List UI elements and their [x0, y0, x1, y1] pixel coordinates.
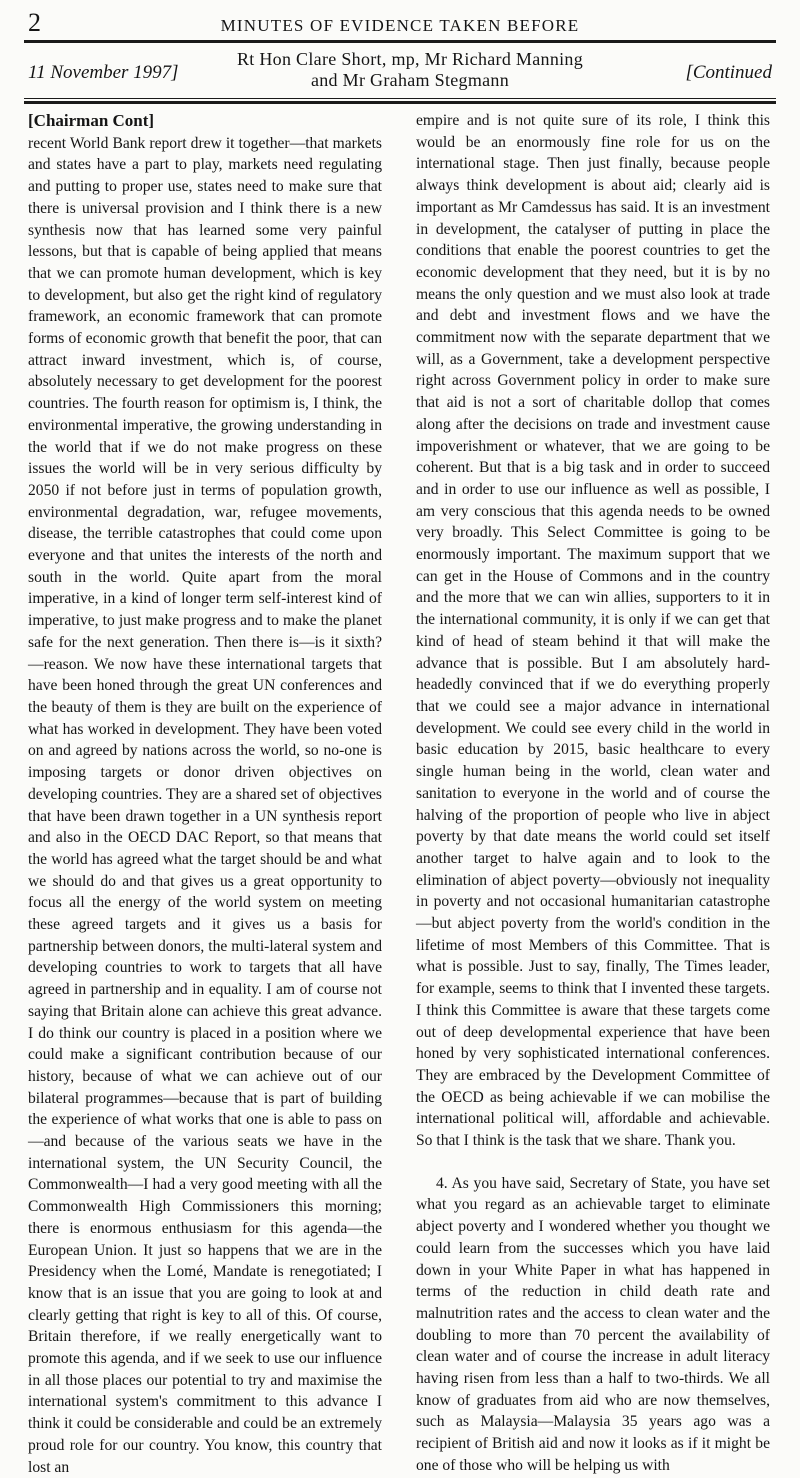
witnesses-line-1: Rt Hon Clare Short, mp, Mr Richard Manning — [236, 49, 584, 69]
running-head — [28, 8, 772, 38]
header-rule-bottom — [24, 101, 776, 104]
right-column-text: empire and is not quite sure of its role, I think this would be an enormously fine role for us on the international stage. Then just finally, because people always think development is about aid; clearly aid is important as Mr Camdessus has said. It is an investment in development, the catalyser of putting in place the conditions that enable the poorest countries to get the economic development that they need, but it is by no means the only question and we must also look at trade and debt and investment flows and we have the commitment now with the separate department that we will, as a Government, take a development perspective right across Government policy in order to make sure that aid is not a sort of charitable dollop that comes along after the decisions on trade and investment cause impoverishment or whatever, that we are going to be coherent. But that is a big task and in order to succeed and in order to use our influence as well as possible, I am very conscious that this agenda needs to be owned very broadly. This Select Committee is going to be enormously important. The maximum support that we can get in the House of Commons and in the country and the more that we can win allies, supporters to it in the international community, it is only if we can get that kind of head of steam behind it that will make the advance that is possible. But I am absolutely hard-headedly convinced that if we do everything properly that we could see a major advance in international development. We could see every child in the world in basic education by 2015, basic healthcare to every single human being in the world, clean water and sanitation to everyone in the world and of course the halving of the proportion of people who live in abject poverty by that date means the world could set itself another target to halve again and to look to the elimination of abject poverty—obviously not inequality in poverty and not occasional humanitarian catastrophe—but abject poverty from the world's condition in the lifetime of most Members of this Committee. That is what is possible. Just to say, finally, The Times leader, for example, seems to think that I invented these targets. I think this Committee is aware that these targets come out of deep developmental experience that have been honed by very sophisticated international conferences. They are embraced by the Development Committee of the OECD as being achievable if we can mobilise the international political will, affordable and achievable. So that I think is the task that we share. Thank you. — [416, 112, 770, 1150]
left-column — [28, 110, 382, 1478]
question-4: 4. As you have said, Secretary of State, you have set what you regard as an achievable target to eliminate abject poverty and I wondered whether you thought we could learn from the successes which you have laid down in your White Paper in what has happened in terms of the reduction in child death rate and malnutrition rates and the access to clean water and the doubling to more than 70 percent the availability of clean water and of course the increase in adult literacy having risen from less than a half to two-thirds. We all know of graduates from aid who are now themselves, such as Malaysia—Malaysia 35 years ago was a recipient of British aid and now it looks as if it might be one of those who will be helping us with — [416, 1174, 770, 1474]
left-column-text: recent World Bank report drew it together—that markets and states have a part to play, markets need regulating and putting to proper use, states need to make sure that there is universal provision and I think there is a new synthesis now that has learned some very painful lessons, but that is capable of being applied that means that we can promote human development, which is key to development, but also get the right kind of regulatory framework, an economic framework that can promote forms of economic growth that benefit the poor, that can attract inward investment, which is, of course, absolutely necessary to get development for the poorest countries. The fourth reason for optimism is, I think, the environmental imperative, the growing understanding in the world that if we do not make progress on these issues the world will be in very serious difficulty by 2050 if not before just in terms of population growth, environmental degradation, war, refugee movements, disease, the terrible catastrophes that could come upon everyone and that unites the interests of the north and south in the world. Quite apart from the moral imperative, in a kind of longer term self-interest kind of imperative, to just make progress and to make the planet safe for the next generation. Then there is—is it sixth?—reason. We now have these international targets that have been honed through the great UN conferences and the beauty of them is they are built on the experience of what has worked in development. They have been voted on and agreed by nations across the world, so no-one is imposing targets or donor driven objectives on developing countries. They are a shared set of objectives that have been drawn together in a UN synthesis report and also in the OECD DAC Report, so that means that the world has agreed what the target should be and what we should do and that gives us a great opportunity to focus all the energy of the world system on meeting these agreed targets and it gives us a basis for partnership between donors, the multi-lateral system and developing countries to work to targets that all have agreed in partnership and in equality. I am of course not saying that Britain alone can achieve this great advance. I do think our country is placed in a position where we could make a significant contribution because of our history, because of what we can achieve out of our bilateral programmes—because that is part of building the experience of what works that one is able to pass on—and because of the various seats we have in the international system, the UN Security Council, the Commonwealth—I had a very good meeting with all the Commonwealth High Commissioners this morning; there is enormous enthusiasm for this agenda—the European Union. It just so happens that we are in the Presidency when the Lomé, Mandate is renegotiated; I know that is an issue that you are going to look at and clearly getting that right is key to all of this. Of course, Britain therefore, if we really energetically want to promote this agenda, and if we seek to use our influence in all those places our potential to try and maximise the international system's commitment to this advance I think it could be considerable and could be an extremely proud role for our country. You know, this country that lost an — [28, 134, 382, 1476]
session-date: 11 November 1997] — [28, 62, 179, 83]
header-rule-mid — [24, 98, 776, 99]
right-column — [416, 110, 770, 1477]
page-number: 2 — [28, 8, 41, 37]
running-title: MINUTES OF EVIDENCE TAKEN BEFORE — [220, 16, 580, 35]
speaker-label: [Chairman Cont] — [28, 111, 155, 130]
meta-row — [28, 47, 772, 95]
header-rule-top — [24, 40, 776, 43]
witnesses — [198, 49, 622, 91]
continued-marker: [Continued — [685, 62, 772, 83]
witnesses-line-2: and Mr Graham Stegmann — [310, 70, 510, 90]
